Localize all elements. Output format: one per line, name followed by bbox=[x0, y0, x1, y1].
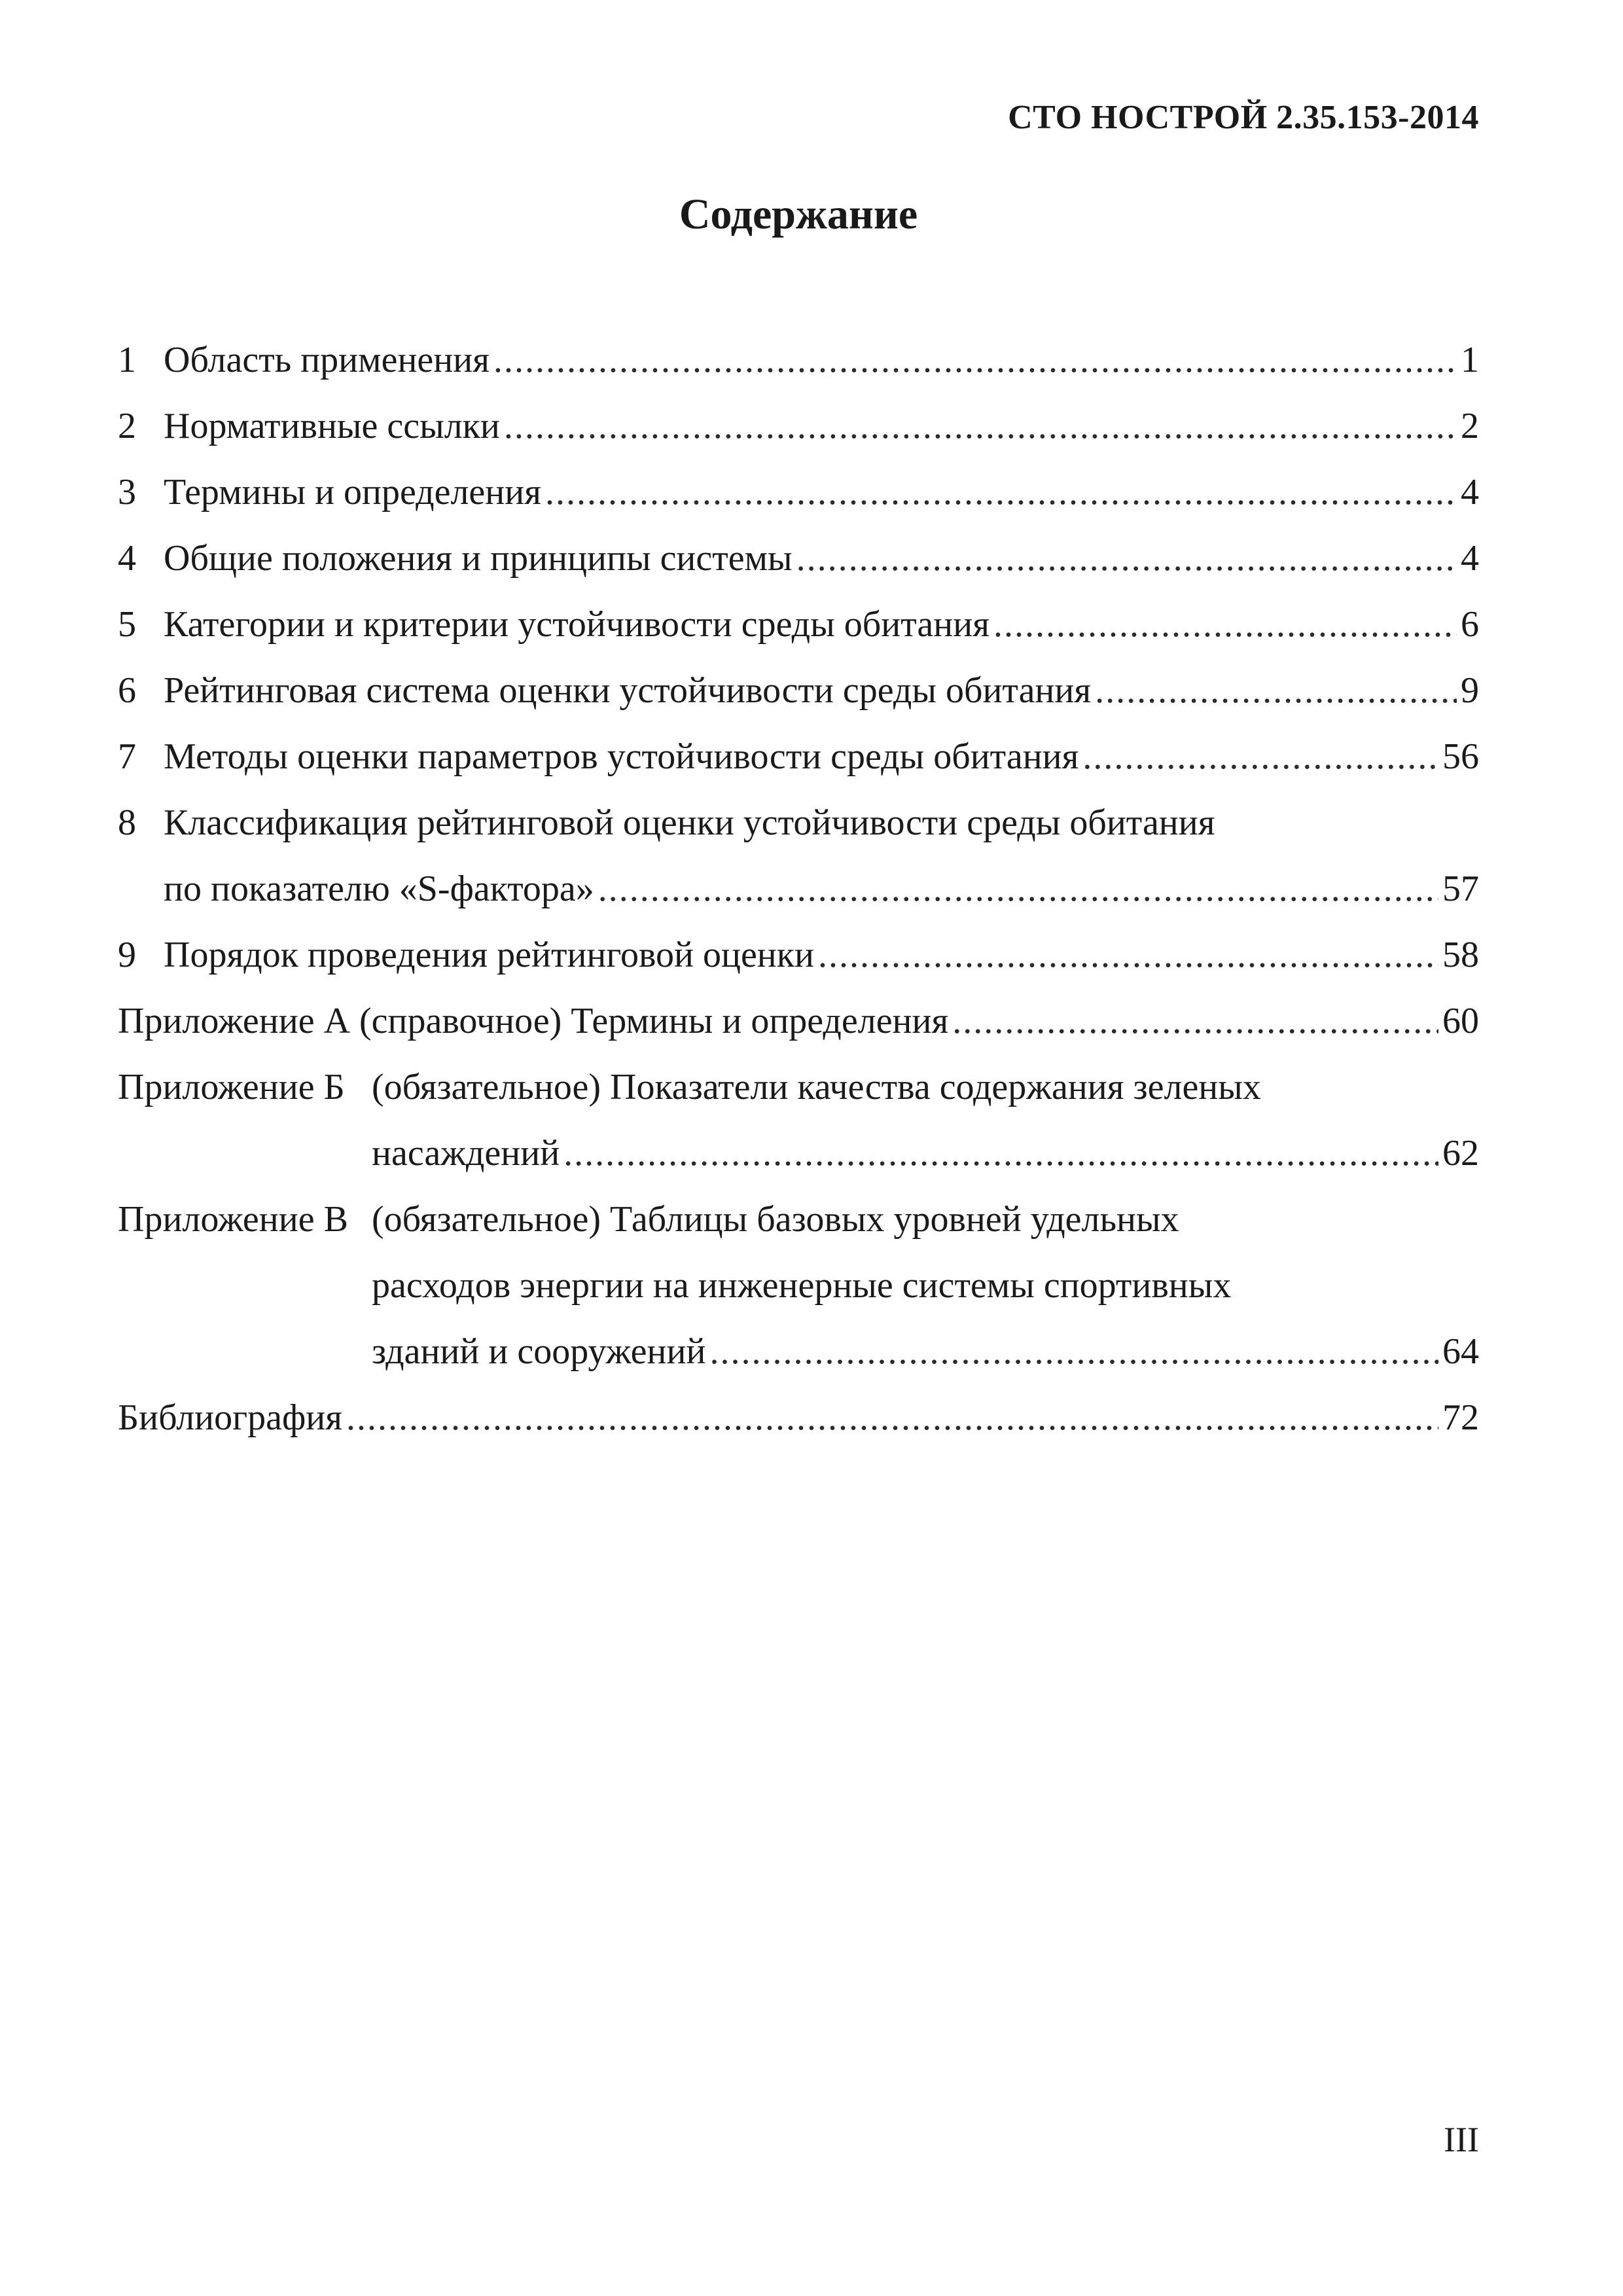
document-code: СТО НОСТРОЙ 2.35.153-2014 bbox=[1008, 99, 1479, 136]
toc-entry-5[interactable] bbox=[118, 592, 1479, 658]
toc-entry-page: 9 bbox=[1461, 670, 1479, 711]
toc-entry-number: 4 bbox=[118, 538, 136, 579]
dot-leader bbox=[1082, 724, 1438, 790]
appendix-text: (обязательное) Показатели качества содержания зеленых bbox=[372, 1067, 1261, 1107]
dot-leader bbox=[709, 1319, 1438, 1385]
toc-bibliography[interactable] bbox=[118, 1385, 1479, 1451]
toc-entry-text-continued: по показателю «S-фактора» bbox=[164, 869, 594, 909]
toc-entry-text: Рейтинговая система оценки устойчивости среды обитания bbox=[164, 670, 1092, 711]
toc-entry-number: 6 bbox=[118, 670, 136, 711]
toc-entry-number: 2 bbox=[118, 406, 136, 446]
dot-leader bbox=[563, 1121, 1438, 1187]
appendix-page: 62 bbox=[1442, 1133, 1479, 1174]
toc-entry-page: 57 bbox=[1442, 869, 1479, 909]
appendix-label: Приложение А bbox=[118, 1001, 351, 1041]
dot-leader bbox=[493, 327, 1457, 393]
appendix-text-continued: расходов энергии на инженерные системы спортивных bbox=[372, 1265, 1232, 1306]
dot-leader bbox=[1095, 658, 1457, 724]
toc-entry-page: 6 bbox=[1461, 604, 1479, 645]
dot-leader bbox=[818, 922, 1438, 988]
toc-entry-page: 4 bbox=[1461, 538, 1479, 579]
dot-leader bbox=[598, 856, 1438, 922]
appendix-text-continued: зданий и сооружений bbox=[372, 1331, 706, 1372]
toc-entry-7[interactable] bbox=[118, 724, 1479, 790]
page-number: III bbox=[1444, 2120, 1479, 2159]
toc-entry-8[interactable] bbox=[118, 790, 1479, 856]
toc-entry-text: Порядок проведения рейтинговой оценки bbox=[164, 935, 814, 975]
dot-leader bbox=[993, 592, 1457, 658]
toc-entry-page: 58 bbox=[1442, 935, 1479, 975]
toc-entry-number: 7 bbox=[118, 736, 136, 777]
appendix-page: 60 bbox=[1442, 1001, 1479, 1041]
dot-leader bbox=[952, 988, 1438, 1054]
toc-title: Содержание bbox=[679, 190, 918, 238]
toc-entry-text: Нормативные ссылки bbox=[164, 406, 500, 446]
toc-entry-text: Классификация рейтинговой оценки устойчивости среды обитания bbox=[164, 802, 1215, 843]
toc-entry-number: 5 bbox=[118, 604, 136, 645]
toc-entry-page: 4 bbox=[1461, 472, 1479, 512]
toc-entry-page: 1 bbox=[1461, 340, 1479, 380]
toc-appendix-v-continued-2[interactable] bbox=[118, 1319, 1479, 1385]
toc-entry-text: Область применения bbox=[164, 340, 490, 380]
toc-entry-number: 1 bbox=[118, 340, 136, 380]
toc-entry-page: 56 bbox=[1442, 736, 1479, 777]
appendix-text-continued: насаждений bbox=[372, 1133, 560, 1174]
appendix-page: 64 bbox=[1442, 1331, 1479, 1372]
toc-entry-page: 2 bbox=[1461, 406, 1479, 446]
toc-appendix-a[interactable] bbox=[118, 988, 1479, 1054]
toc-entry-text: Общие положения и принципы системы bbox=[164, 538, 793, 579]
toc-appendix-v-continued-1[interactable] bbox=[118, 1253, 1479, 1319]
toc-entry-text: Методы оценки параметров устойчивости среды обитания bbox=[164, 736, 1079, 777]
appendix-text: (обязательное) Таблицы базовых уровней удельных bbox=[372, 1199, 1179, 1240]
toc-entry-number: 8 bbox=[118, 802, 136, 843]
toc-entry-8-continued[interactable] bbox=[118, 856, 1479, 922]
toc-entry-9[interactable] bbox=[118, 922, 1479, 988]
toc-entry-text: Категории и критерии устойчивости среды обитания bbox=[164, 604, 990, 645]
toc-entry-2[interactable] bbox=[118, 393, 1479, 459]
toc-entry-3[interactable] bbox=[118, 459, 1479, 526]
toc-entry-number: 3 bbox=[118, 472, 136, 512]
toc-appendix-b[interactable] bbox=[118, 1054, 1479, 1121]
dot-leader bbox=[504, 393, 1457, 459]
table-of-contents bbox=[118, 327, 1479, 1451]
toc-entry-text: Термины и определения bbox=[164, 472, 541, 512]
appendix-label: Приложение Б bbox=[118, 1067, 345, 1107]
dot-leader bbox=[545, 459, 1457, 526]
toc-entry-1[interactable] bbox=[118, 327, 1479, 393]
bibliography-page: 72 bbox=[1442, 1397, 1479, 1438]
appendix-text: (справочное) Термины и определения bbox=[359, 1001, 949, 1041]
toc-entry-4[interactable] bbox=[118, 526, 1479, 592]
toc-appendix-v[interactable] bbox=[118, 1187, 1479, 1253]
appendix-label: Приложение В bbox=[118, 1199, 348, 1240]
toc-entry-number: 9 bbox=[118, 935, 136, 975]
toc-appendix-b-continued[interactable] bbox=[118, 1121, 1479, 1187]
toc-entry-6[interactable] bbox=[118, 658, 1479, 724]
bibliography-text: Библиография bbox=[118, 1397, 342, 1438]
dot-leader bbox=[796, 526, 1457, 592]
dot-leader bbox=[346, 1385, 1438, 1451]
